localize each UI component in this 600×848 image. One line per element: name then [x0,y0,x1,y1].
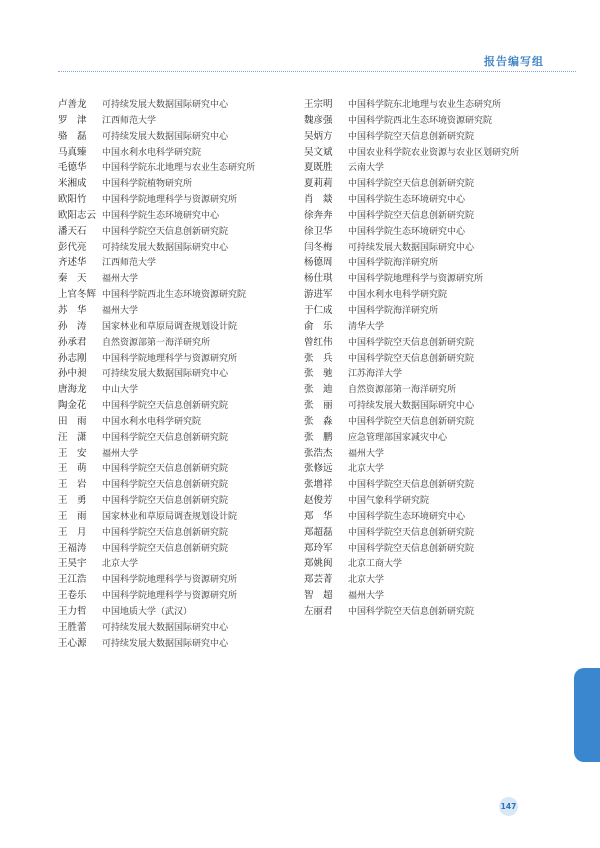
author-name: 张浩杰 [304,447,333,459]
author-affiliation: 中国科学院空天信息创新研究院 [102,496,229,507]
author-row [304,270,554,286]
author-affiliation: 福州大学 [102,274,139,285]
author-row [304,413,554,429]
author-row [58,318,308,334]
author-row [58,207,308,223]
author-affiliation: 中国科学院生态环境研究中心 [348,511,466,522]
author-name: 欧阳竹 [58,194,87,206]
author-row [304,286,554,302]
author-affiliation: 江西师范大学 [102,115,157,126]
author-affiliation: 应急管理部国家减灾中心 [348,432,448,443]
author-name: 欧阳志云 [58,209,97,221]
author-row [304,555,554,571]
author-row [304,476,554,492]
author-name: 张 淼 [304,415,333,427]
author-name: 马真臻 [58,146,87,158]
author-row [58,397,308,413]
author-name: 郑 华 [304,510,333,522]
author-name: 王福涛 [58,542,87,554]
author-row [58,445,308,461]
author-affiliation: 中国科学院空天信息创新研究院 [348,543,475,554]
author-name: 张修远 [304,463,333,475]
author-name: 王昊宇 [58,558,87,570]
author-row [304,112,554,128]
author-affiliation: 中国科学院空天信息创新研究院 [102,543,229,554]
author-name: 齐述华 [58,257,87,269]
author-affiliation: 中国科学院生态环境研究中心 [348,195,466,206]
author-affiliation: 中国科学院地理科学与资源研究所 [102,575,238,586]
author-affiliation: 中国科学院空天信息创新研究院 [102,226,229,237]
author-name: 王 月 [58,526,87,538]
author-name: 罗 津 [58,114,87,126]
author-row [58,286,308,302]
author-affiliation: 中国科学院空天信息创新研究院 [102,527,229,538]
author-name: 王胜蕾 [58,621,87,633]
author-affiliation: 中国科学院地理科学与资源研究所 [102,353,238,364]
author-row [304,429,554,445]
author-row [304,128,554,144]
author-name: 王卷乐 [58,590,87,602]
author-affiliation: 可持续发展大数据国际研究中心 [102,242,229,253]
author-row [304,239,554,255]
author-row [58,350,308,366]
author-name: 苏 华 [58,304,87,316]
author-row [58,524,308,540]
author-row [304,460,554,476]
author-name: 秦 天 [58,273,87,285]
author-name: 王 勇 [58,495,87,507]
author-row [58,159,308,175]
author-row [304,540,554,556]
author-row [304,144,554,160]
author-row [304,254,554,270]
author-row [58,429,308,445]
author-row [304,492,554,508]
author-name: 王 萌 [58,463,87,475]
author-affiliation: 中国科学院东北地理与农业生态研究所 [348,100,502,110]
author-name: 徐奔奔 [304,209,333,221]
author-row [58,334,308,350]
author-affiliation: 可持续发展大数据国际研究中心 [348,242,475,253]
author-name: 王心源 [58,637,87,649]
author-affiliation: 可持续发展大数据国际研究中心 [102,622,229,633]
author-affiliation: 中国气象科学研究院 [348,496,430,507]
author-affiliation: 国家林业和草原局调查规划设计院 [102,321,238,332]
author-affiliation: 中国科学院海洋研究所 [348,305,439,316]
chapter-side-tab [574,668,600,762]
author-affiliation: 自然资源部第一海洋研究所 [102,337,211,348]
author-row [304,223,554,239]
author-affiliation: 可持续发展大数据国际研究中心 [102,369,229,380]
author-row [58,112,308,128]
author-name: 王宗明 [304,99,333,110]
author-row [58,413,308,429]
author-name: 潘天石 [58,225,87,237]
author-affiliation: 中国科学院空天信息创新研究院 [102,480,229,491]
author-affiliation: 国家林业和草原局调查规划设计院 [102,511,238,522]
author-name: 郑超磊 [304,526,333,538]
author-row [58,603,308,619]
author-affiliation: 中国科学院空天信息创新研究院 [102,432,229,443]
author-row [304,587,554,603]
author-affiliation: 中国科学院空天信息创新研究院 [348,527,475,538]
author-row [58,175,308,191]
author-affiliation: 中国科学院空天信息创新研究院 [348,416,475,427]
author-row [304,350,554,366]
author-row [58,239,308,255]
author-name: 曾红伟 [304,336,333,348]
author-name: 张 迪 [304,384,333,396]
author-name: 王江浩 [58,574,87,586]
author-row [304,365,554,381]
author-affiliation: 北京大学 [348,575,385,586]
author-affiliation: 北京工商大学 [348,559,403,570]
author-affiliation: 可持续发展大数据国际研究中心 [102,131,229,142]
author-row [304,334,554,350]
author-row [304,302,554,318]
author-affiliation: 中国科学院地理科学与资源研究所 [348,274,484,285]
author-affiliation: 中国科学院空天信息创新研究院 [348,353,475,364]
author-name: 郑玲军 [304,542,333,554]
page-number: 147 [499,797,518,816]
author-affiliation: 中国水利水电科学研究院 [102,416,202,427]
author-name: 唐海龙 [58,384,87,396]
author-row [304,571,554,587]
author-row [304,207,554,223]
author-row [58,635,308,651]
author-affiliation: 福州大学 [102,448,139,459]
author-row [58,587,308,603]
author-affiliation: 中国水利水电科学研究院 [102,147,202,158]
author-row [58,223,308,239]
author-name: 郑姚闽 [304,558,333,570]
author-name: 王 雨 [58,510,87,522]
author-row [58,365,308,381]
author-affiliation: 中国科学院空天信息创新研究院 [348,337,475,348]
author-row [58,381,308,397]
author-affiliation: 可持续发展大数据国际研究中心 [348,401,475,412]
author-affiliation: 中国地质大学（武汉） [102,607,193,617]
author-affiliation: 可持续发展大数据国际研究中心 [102,638,229,649]
author-row [304,445,554,461]
author-row [58,302,308,318]
author-name: 田 雨 [58,415,87,427]
author-row [58,144,308,160]
author-name: 骆 磊 [58,130,87,142]
author-affiliation: 中国科学院空天信息创新研究院 [348,607,475,617]
author-row [304,397,554,413]
author-affiliation: 福州大学 [102,305,139,316]
author-name: 肖 燚 [304,194,333,206]
author-name: 杨德周 [304,257,333,269]
author-affiliation: 自然资源部第一海洋研究所 [348,385,457,396]
author-row [58,540,308,556]
author-affiliation: 中国水利水电科学研究院 [348,290,448,301]
author-name: 王力哲 [58,606,87,617]
author-affiliation: 中国科学院东北地理与农业生态研究所 [102,163,256,174]
author-affiliation: 中国科学院空天信息创新研究院 [348,179,475,190]
author-row [58,270,308,286]
author-name: 郑芸菁 [304,574,333,586]
header-divider [58,71,576,72]
author-name: 张 驰 [304,368,333,380]
author-affiliation: 北京大学 [348,464,385,475]
author-name: 陶金花 [58,400,87,412]
author-affiliation: 中国科学院西北生态环境资源研究院 [348,115,493,126]
author-name: 吴炳方 [304,130,333,142]
author-affiliation: 中国科学院地理科学与资源研究所 [102,195,238,206]
author-row [58,96,308,112]
author-row [58,508,308,524]
author-name: 王 岩 [58,479,87,491]
author-row [58,476,308,492]
author-affiliation: 江西师范大学 [102,258,157,269]
author-name: 米湘成 [58,178,87,190]
author-row [304,175,554,191]
author-name: 孙中昶 [58,368,87,380]
author-name: 王 安 [58,447,87,459]
author-row [58,492,308,508]
author-row [58,460,308,476]
author-name: 张 兵 [304,352,333,364]
author-name: 智 超 [304,590,333,602]
author-name: 夏莉莉 [304,178,333,190]
author-name: 徐卫华 [304,225,333,237]
author-affiliation: 中国科学院空天信息创新研究院 [348,210,475,221]
author-row [58,555,308,571]
author-affiliation: 中国科学院地理科学与资源研究所 [102,591,238,602]
author-row [304,96,554,112]
author-row [58,254,308,270]
author-affiliation: 中国科学院空天信息创新研究院 [102,464,229,475]
author-row [58,191,308,207]
right-author-column [304,96,554,619]
author-name: 孙承君 [58,336,87,348]
author-affiliation: 中国科学院空天信息创新研究院 [348,480,475,491]
left-author-column [58,96,308,651]
author-name: 卢善龙 [58,99,87,110]
section-label: 报告编写组 [484,55,544,68]
author-affiliation: 中国科学院空天信息创新研究院 [102,401,229,412]
author-affiliation: 中国科学院海洋研究所 [348,258,439,269]
author-row [304,191,554,207]
author-name: 张 鹏 [304,431,333,443]
author-row [304,603,554,619]
author-name: 张 丽 [304,400,333,412]
author-name: 吴文斌 [304,146,333,158]
author-name: 赵俊芳 [304,495,333,507]
author-name: 汪 潇 [58,431,87,443]
author-name: 杨仕琪 [304,273,333,285]
author-name: 于仁成 [304,304,333,316]
author-row [304,318,554,334]
author-name: 魏彦强 [304,114,333,126]
author-row [304,159,554,175]
author-affiliation: 中国科学院植物研究所 [102,179,193,190]
author-row [304,381,554,397]
author-name: 彭代亮 [58,241,87,253]
author-name: 左丽君 [304,606,333,617]
author-name: 俞 乐 [304,320,333,332]
author-affiliation: 北京大学 [102,559,139,570]
author-row [58,128,308,144]
author-affiliation: 福州大学 [348,448,385,459]
author-name: 孙志刚 [58,352,87,364]
author-name: 毛德华 [58,162,87,174]
author-affiliation: 福州大学 [348,591,385,602]
author-name: 游进军 [304,289,333,301]
author-affiliation: 可持续发展大数据国际研究中心 [102,100,229,110]
author-affiliation: 清华大学 [348,321,385,332]
author-name: 张增祥 [304,479,333,491]
author-affiliation: 中国科学院生态环境研究中心 [102,210,220,221]
author-row [304,508,554,524]
author-row [58,571,308,587]
author-affiliation: 江苏海洋大学 [348,369,403,380]
author-affiliation: 中国科学院空天信息创新研究院 [348,131,475,142]
author-affiliation: 中国农业科学院农业资源与农业区划研究所 [348,147,520,158]
author-name: 上官冬辉 [58,289,97,301]
author-affiliation: 中国科学院生态环境研究中心 [348,226,466,237]
author-name: 闫冬梅 [304,241,333,253]
author-affiliation: 中国科学院西北生态环境资源研究院 [102,290,247,301]
author-name: 夏既胜 [304,162,333,174]
author-affiliation: 中山大学 [102,385,139,396]
author-row [304,524,554,540]
author-name: 孙 涛 [58,320,87,332]
author-affiliation: 云南大学 [348,163,385,174]
author-row [58,619,308,635]
